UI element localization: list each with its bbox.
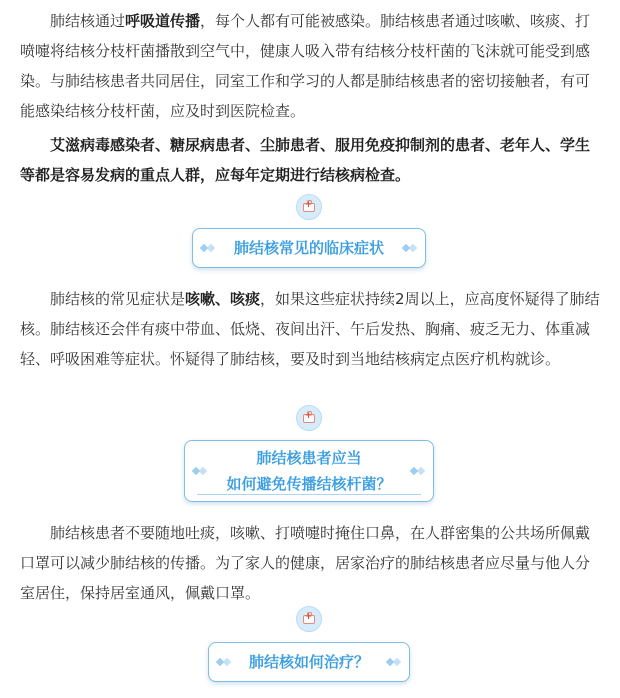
paragraph-risk-groups [20, 130, 604, 190]
emphasis-text: 呼吸道传播 [125, 12, 201, 30]
paragraph-prevention [20, 518, 604, 608]
text-run: ，每个人都有可能被感染。肺结核患者通过咳嗽、咳痰、打喷嚏将结核分枝杆菌播散到空气中，健康人吸入带有结核分枝杆菌的飞沫就可能受到感染。与肺结核患者共同居住，同室工作和学习的人都是肺结核患者的密切接触者，有可能感染结核分枝杆菌，应及时到医院检查。 [20, 12, 591, 120]
heading-prevention [184, 440, 434, 502]
text-run: ，如果这些症状持续2周以上，应高度怀疑得了肺结核。肺结核还会伴有痰中带血、低烧、夜间出汗、午后发热、胸痛、疲乏无力、体重减轻、呼吸困难等症状。怀疑得了肺结核，要及时到当地结核病定点医疗机构就诊。 [20, 290, 600, 368]
heading-text: 肺结核常见的临床症状 [233, 239, 384, 257]
diamond-right-icon [403, 244, 417, 252]
diamond-left-icon [201, 244, 215, 252]
medical-kit-icon [296, 405, 322, 431]
heading-treatment [208, 642, 410, 682]
medical-kit-icon [296, 606, 322, 632]
heading-text-line2: 如何避免传播结核杆菌？ [226, 475, 392, 493]
heading-text-line1: 肺结核患者应当 [256, 449, 362, 467]
text-run: 肺结核通过 [50, 12, 126, 30]
diamond-left-icon [193, 467, 207, 475]
heading-symptoms [192, 228, 426, 268]
text-run: 肺结核的常见症状是 [50, 290, 186, 308]
heading-text: 肺结核如何治疗？ [248, 653, 369, 671]
emphasis-text: 咳嗽、咳痰 [185, 290, 261, 308]
emphasis-text: 艾滋病毒感染者、糖尿病患者、尘肺患者、服用免疫抑制剂的患者、老年人、学生等都是容易发病的重点人群，应每年定期进行结核病检查。 [20, 136, 591, 184]
paragraph-symptoms [20, 284, 604, 374]
diamond-right-icon [411, 467, 425, 475]
paragraph-transmission [20, 6, 604, 126]
medical-kit-icon [296, 194, 322, 220]
heading-underline [197, 494, 421, 495]
diamond-left-icon [217, 658, 231, 666]
diamond-right-icon [387, 658, 401, 666]
text-run: 肺结核患者不要随地吐痰，咳嗽、打喷嚏时掩住口鼻，在人群密集的公共场所佩戴口罩可以减少肺结核的传播。为了家人的健康，居家治疗的肺结核患者应尽量与他人分室居住，保持居室通风，佩戴口罩。 [20, 524, 591, 602]
